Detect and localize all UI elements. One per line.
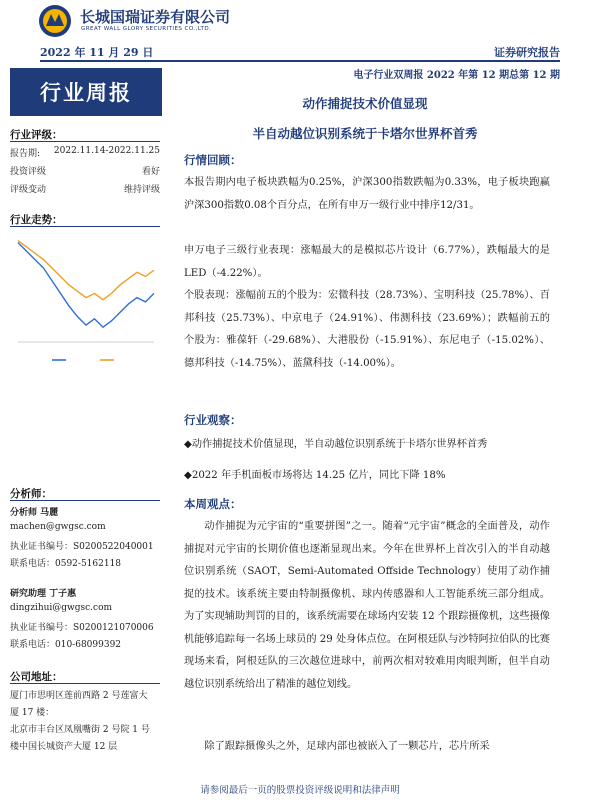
opinion-paragraph: 动作捕捉为元宇宙的“重要拼图”之一。随着“元宇宙”概念的全面普及，动作捕捉对元宇宙的长期价值也逐渐显现出来。今年在世界杯上首次引入的半自动越位识别系统（SAOT，Semi-Automated Offside Technology）使用了动作捕捉的技术。该系统主要由特制摄像机、球内传感器和人工智能系统三部分组成。为了实现辅助判罚的目的，该系统需要在球场内安装 12 个跟踪摄像机，这些摄像机能够追踪每一名场上球员的 29 处身体点位。在阿根廷队与沙特阿拉伯队的比赛现场来看，阿根廷队的三次越位进球中，前两次相对较难用肉眼判断，但半自动越位识别系统给出了精准的越位划线。: [184, 521, 550, 690]
footer-disclaimer: 请参阅最后一页的股票投资评级说明和法律声明: [200, 785, 400, 796]
rating-value: 看好: [141, 167, 160, 177]
address-divider: [10, 683, 160, 684]
review-paragraph: 个股表现：涨幅前五的个股为：宏微科技（28.73%）、宝明科技（25.78%）、百邦科技（25.73%）、中京电子（24.91%）、伟测科技（23.69%）；跌幅前五的个股为：雅葆轩（-29.68%）、大港股份（-15.91%）、东尼电子（-15.02%）、德邦科技（-14.75%）、蓝黛科技（-14.00%）。: [184, 290, 550, 369]
report-title: 动作捕捉技术价值显现: [302, 96, 428, 111]
address-line: 北京市丰台区凤凰嘴街 2 号院 1 号: [10, 725, 150, 735]
analyst-divider: [10, 500, 160, 501]
analyst1-name: 分析师 马麗: [10, 508, 59, 518]
company-logo: [38, 4, 72, 38]
rating-row: [10, 182, 160, 195]
rating-value: 维持评级: [123, 185, 160, 195]
observation-bullet: ◆2022 年手机面板市场将达 14.25 亿片，同比下降 18%: [184, 470, 446, 481]
trend-heading: 行业走势：: [10, 214, 63, 226]
report-subtitle: 半自动越位识别系统于卡塔尔世界杯首秀: [252, 126, 478, 141]
rating-divider: [10, 141, 160, 142]
review-heading: 行情回顾：: [184, 153, 242, 167]
observation-heading: 行业观察：: [184, 413, 242, 427]
review-paragraph: 申万电子三级行业表现：涨幅最大的是模拟芯片设计（6.77%），跌幅最大的是LED（-4.22%）。: [184, 245, 550, 279]
analyst2-name: 研究助理 丁子惠: [10, 589, 77, 599]
analyst-heading: 分析师：: [10, 488, 52, 500]
rating-row: [10, 164, 160, 177]
analyst2-phone: 联系电话：010-68099392: [10, 640, 122, 650]
analyst2-cert: 执业证书编号：S0200121070006: [10, 623, 154, 633]
rating-key: 评级变动: [10, 185, 47, 195]
company-name-en: GREAT WALL GLORY SECURITIES CO.,LTD.: [81, 26, 212, 32]
rating-row: [10, 146, 160, 159]
report-date: 2022 年 11 月 29 日: [40, 46, 154, 59]
address-heading: 公司地址：: [10, 671, 63, 683]
rating-value: 2022.11.14-2022.11.25: [53, 146, 160, 156]
series-line-1: [18, 241, 154, 300]
report-series: 电子行业双周报 2022 年第 12 期总第 12 期: [353, 70, 560, 81]
opinion-heading: 本周观点：: [184, 497, 242, 511]
address-line: 楼中国长城资产大厦 12 层: [10, 742, 118, 752]
analyst1-cert: 执业证书编号：S0200522040001: [10, 542, 154, 552]
rating-key: 投资评级: [10, 167, 47, 177]
review-paragraph: 本报告期内电子板块跌幅为0.25%，沪深300指数跌幅为0.33%，电子板块跑赢沪深300指数0.08个百分点，在所有申万一级行业中排序12/31。: [184, 177, 550, 211]
analyst2-email: dingzihui@gwgsc.com: [10, 603, 113, 613]
company-name-cn: 长城国瑞证券有限公司: [80, 8, 231, 26]
opinion-paragraph: 除了跟踪摄像头之外，足球内部也被嵌入了一颗芯片，芯片所采: [204, 741, 490, 752]
observation-bullet: ◆动作捕捉技术价值显现，半自动越位识别系统于卡塔尔世界杯首秀: [184, 439, 488, 450]
rating-heading: 行业评级：: [10, 129, 63, 141]
analyst1-phone: 联系电话：0592-5162118: [10, 559, 122, 569]
analyst1-email: machen@gwgsc.com: [10, 522, 106, 532]
industry-trend-chart: [12, 222, 160, 372]
report-category: 证券研究报告: [494, 46, 560, 59]
report-type-banner: 行业周报: [10, 68, 162, 116]
rating-key: 报告期:: [10, 149, 41, 159]
address-line: 厦 17 楼：: [10, 708, 55, 718]
header-divider: [40, 60, 560, 62]
address-line: 厦门市思明区莲前西路 2 号莲富大: [10, 691, 148, 701]
